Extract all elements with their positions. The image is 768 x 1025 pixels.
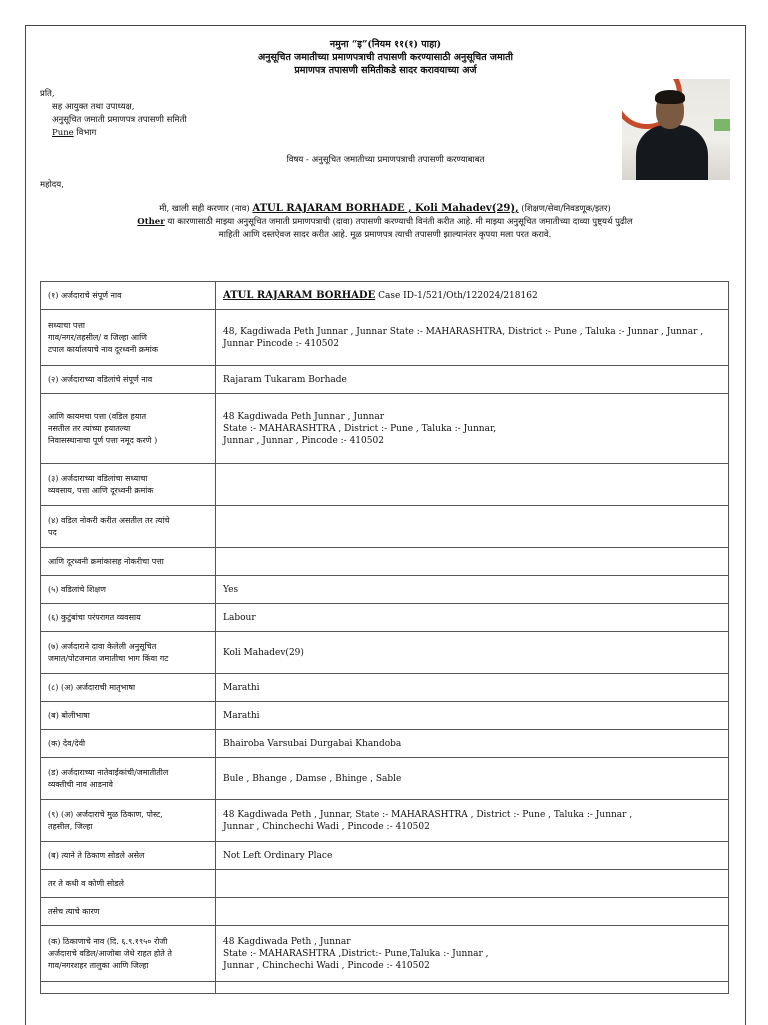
table-row [41, 576, 729, 604]
table-row [41, 310, 729, 366]
applicant-details-table [40, 281, 729, 994]
photo-person-body [636, 125, 708, 180]
row-value: Bhairoba Varsubai Durgabai Khandoba [216, 730, 729, 758]
division-name: Pune [52, 128, 74, 138]
row-label: (८) (अ) अर्जदाराची मातृभाषा [41, 674, 216, 702]
row-label: तसेच त्याचे कारण [41, 898, 216, 926]
table-row [41, 394, 729, 464]
row-value [216, 982, 729, 994]
table-row [41, 366, 729, 394]
photo-person-hair [655, 90, 685, 104]
table-row [41, 758, 729, 800]
division-suffix: विभाग [73, 128, 97, 138]
row-value: 48, Kagdiwada Peth Junnar , Junnar State :- MAHARASHTRA, District :- Pune , Taluka :- Junnar , Junnar , Junnar Pincode :- 410502 [216, 310, 729, 366]
request-paragraph [130, 202, 640, 242]
row-value: Marathi [216, 702, 729, 730]
row-value: 48 Kagdiwada Peth Junnar , Junnar State :- MAHARASHTRA , District :- Pune , Taluka :- Junnar, Junnar , Junnar , Pincode :- 410502 [216, 394, 729, 464]
row-value: Koli Mahadev(29) [216, 632, 729, 674]
table-row [41, 800, 729, 842]
row-label: (क) देव/देवी [41, 730, 216, 758]
row-label: (५) वडिलांचे शिक्षण [41, 576, 216, 604]
prati: प्रति, [40, 89, 55, 99]
row-value: ATUL RAJARAM BORHADE Case ID-1/521/Oth/122024/218162 [216, 282, 729, 310]
para-after-name: (शिक्षण/सेवा/निवडणूक/इतर) [518, 204, 611, 214]
row-label: (२) अर्जदाराच्या वडिलांचे संपूर्ण नाव [41, 366, 216, 394]
subject-line: विषय - अनुसूचित जमातीच्या प्रमाणपत्राची तपासणी करण्याबाबत [286, 155, 485, 165]
recipient-line2: अनुसूचित जमाती प्रमाणपत्र तपासणी समिती [52, 115, 187, 125]
row-label: (ब) बोलीभाषा [41, 702, 216, 730]
table-row [41, 282, 729, 310]
recipient-line1: सह आयुक्त तथा उपाध्यक्ष, [52, 102, 135, 112]
table-row [41, 506, 729, 548]
row-value: Bule , Bhange , Damse , Bhinge , Sable [216, 758, 729, 800]
row-label: (६) कुटुंबांचा परंपरागत व्यवसाय [41, 604, 216, 632]
table-row [41, 926, 729, 982]
table-row [41, 730, 729, 758]
table-row [41, 604, 729, 632]
row-value [216, 548, 729, 576]
row-value: Labour [216, 604, 729, 632]
applicant-name-inline: ATUL RAJARAM BORHADE , Koli Mahadev(29), [252, 203, 519, 214]
row-label: (ड) अर्जदाराच्या नातेवाईकांची/जमातीतील व्यक्तीची नाव आडनावे [41, 758, 216, 800]
row-label [41, 982, 216, 994]
form-title-line2: प्रमाणपत्र तपासणी समितीकडे सादर करावयाच्या अर्ज [294, 65, 477, 76]
row-label: (९) (अ) अर्जदाराचे मुळ ठिकाण, पोस्ट, तहसील, जिल्हा [41, 800, 216, 842]
row-label: (३) अर्जदाराच्या वडिलांचा सध्याचा व्यवसाय, पत्ता आणि दूरध्वनी क्रमांक [41, 464, 216, 506]
table-row [41, 870, 729, 898]
table-row [41, 464, 729, 506]
row-label: (१) अर्जदाराचे संपूर्ण नाव [41, 282, 216, 310]
row-value: Marathi [216, 674, 729, 702]
table-row [41, 632, 729, 674]
row-value: 48 Kagdiwada Peth , Junnar State :- MAHARASHTRA ,District:- Pune,Taluka :- Junnar , Junnar , Chinchechi Wadi , Pincode :- 410502 [216, 926, 729, 982]
table-row [41, 842, 729, 870]
applicant-name: ATUL RAJARAM BORHADE [223, 289, 376, 301]
row-label: (७) अर्जदाराने दावा केलेली अनुसूचित जमात/पोटजमात जमातीचा भाग किंवा गट [41, 632, 216, 674]
row-label: (४) वडिल नोकरी करीत असतील तर त्यांचे पद [41, 506, 216, 548]
row-label: सध्याचा पत्ता गाव/नगर/तहसील/ व जिल्हा आणि टपाल कार्यालयाचे नाव दूरध्वनी क्रमांक [41, 310, 216, 366]
para-rest: या कारणासाठी माझ्या अनुसूचित जमाती प्रमाणपत्राची (दावा) तपासणी करण्याची विनंती करीत आहे. मी माझ्या अनुसूचित जमातीच्या दाव्या पुष्ट्यर्थ पुढील माहिती आणि दस्तऐवज सादर करीत आहे. मूळ प्रमाणपत्र त्याची तपासणी झाल्यानंतर कृपया मला परत करावे. [164, 217, 633, 240]
form-header [26, 38, 745, 77]
salutation: महोदय, [40, 180, 64, 190]
photo-background-sign [714, 119, 730, 131]
table-row [41, 982, 729, 994]
row-value [216, 464, 729, 506]
recipient-address [40, 88, 187, 140]
row-label: तर ते कधी व कोणी सोडले [41, 870, 216, 898]
row-label: (क) ठिकाणाचे नाव (दि. ६.९.१९५० रोजी अर्जदाराचे वडिल/आजोबा जेथे राहत होते ते गाव/नगरशहर तालुका आणि जिल्हा [41, 926, 216, 982]
row-value: Rajaram Tukaram Borhade [216, 366, 729, 394]
row-value [216, 898, 729, 926]
table-row [41, 898, 729, 926]
form-title-line1: अनुसूचित जमातीच्या प्रमाणपत्राची तपासणी करण्यासाठी अनुसूचित जमाती [258, 52, 513, 63]
row-value: Yes [216, 576, 729, 604]
table-row [41, 548, 729, 576]
row-label: आणि कायमचा पत्ता (वडिल हयात नसतील तर त्यांच्या हयातल्या निवासस्थानाचा पूर्ण पत्ता नमूद करणे ) [41, 394, 216, 464]
para-prefix: मी, खाली सही करणार (नाव) [159, 204, 253, 214]
form-number: नमुना “इ”(नियम ११(१) पाहा) [329, 39, 442, 50]
row-value [216, 506, 729, 548]
row-value [216, 870, 729, 898]
row-value: Not Left Ordinary Place [216, 842, 729, 870]
recipient-division [40, 127, 187, 140]
row-value: 48 Kagdiwada Peth , Junnar, State :- MAHARASHTRA , District :- Pune , Taluka :- Junnar , Junnar , Chinchechi Wadi , Pincode :- 410502 [216, 800, 729, 842]
table-row [41, 702, 729, 730]
purpose: Other [137, 217, 165, 227]
form-page [25, 25, 746, 1025]
row-label: आणि दूरध्वनी क्रमांकासह नोकरीचा पत्ता [41, 548, 216, 576]
table-row [41, 674, 729, 702]
row-label: (ब) त्याने ते ठिकाण सोडले असेल [41, 842, 216, 870]
